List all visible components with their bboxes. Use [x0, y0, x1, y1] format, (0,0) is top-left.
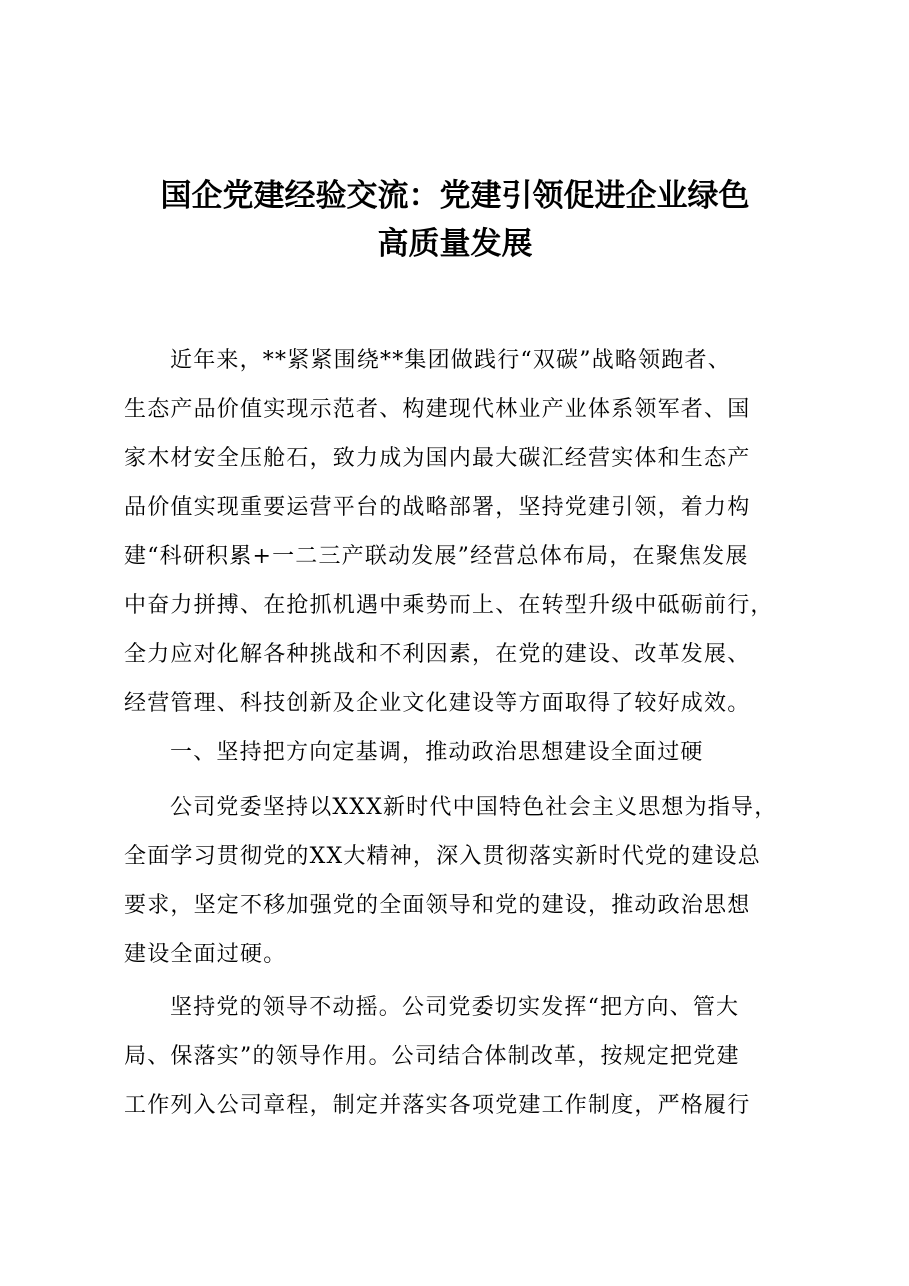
paragraph-1-line-8: 经营管理、科技创新及企业文化建设等方面取得了较好成效。	[124, 691, 751, 716]
paragraph-1-line-7: 全力应对化解各种挑战和不利因素，在党的建设、改革发展、	[124, 642, 751, 667]
paragraph-3-line-2: 局、保落实”的领导作用。公司结合体制改革，按规定把党建	[124, 1044, 740, 1069]
paragraph-1-line-5: 建“科研积累+一二三产联动发展”经营总体布局，在聚焦发展	[124, 544, 749, 569]
paragraph-3-line-3: 工作列入公司章程，制定并落实各项党建工作制度，严格履行	[124, 1093, 751, 1118]
paragraph-2-line-1: 公司党委坚持以XXX新时代中国特色社会主义思想为指导，	[170, 795, 778, 820]
paragraph-1-line-4: 品价值实现重要运营平台的战略部署，坚持党建引领，着力构	[124, 495, 751, 520]
paragraph-1-line-2: 生态产品价值实现示范者、构建现代林业产业体系领军者、国	[124, 397, 751, 422]
paragraph-2-line-3: 要求，坚定不移加强党的全面领导和党的建设，推动政治思想	[124, 893, 751, 918]
document-title-line-2: 高质量发展	[377, 226, 533, 262]
section-heading-1: 一、坚持把方向定基调，推动政治思想建设全面过硬	[170, 740, 704, 765]
paragraph-3-line-1: 坚持党的领导不动摇。公司党委切实发挥“把方向、管大	[170, 995, 740, 1020]
paragraph-2-line-4: 建设全面过硬。	[124, 942, 287, 967]
paragraph-2-line-2: 全面学习贯彻党的XX大精神，深入贯彻落实新时代党的建设总	[124, 844, 761, 869]
document-title-line-1: 国企党建经验交流：党建引领促进企业绿色	[160, 178, 750, 214]
paragraph-1-line-3: 家木材安全压舱石，致力成为国内最大碳汇经营实体和生态产	[124, 446, 751, 471]
paragraph-1-line-1: 近年来，**紧紧围绕**集团做践行“双碳”战略领跑者、	[170, 348, 731, 373]
paragraph-1-line-6: 中奋力拼搏、在抢抓机遇中乘势而上、在转型升级中砥砺前行，	[124, 593, 774, 618]
